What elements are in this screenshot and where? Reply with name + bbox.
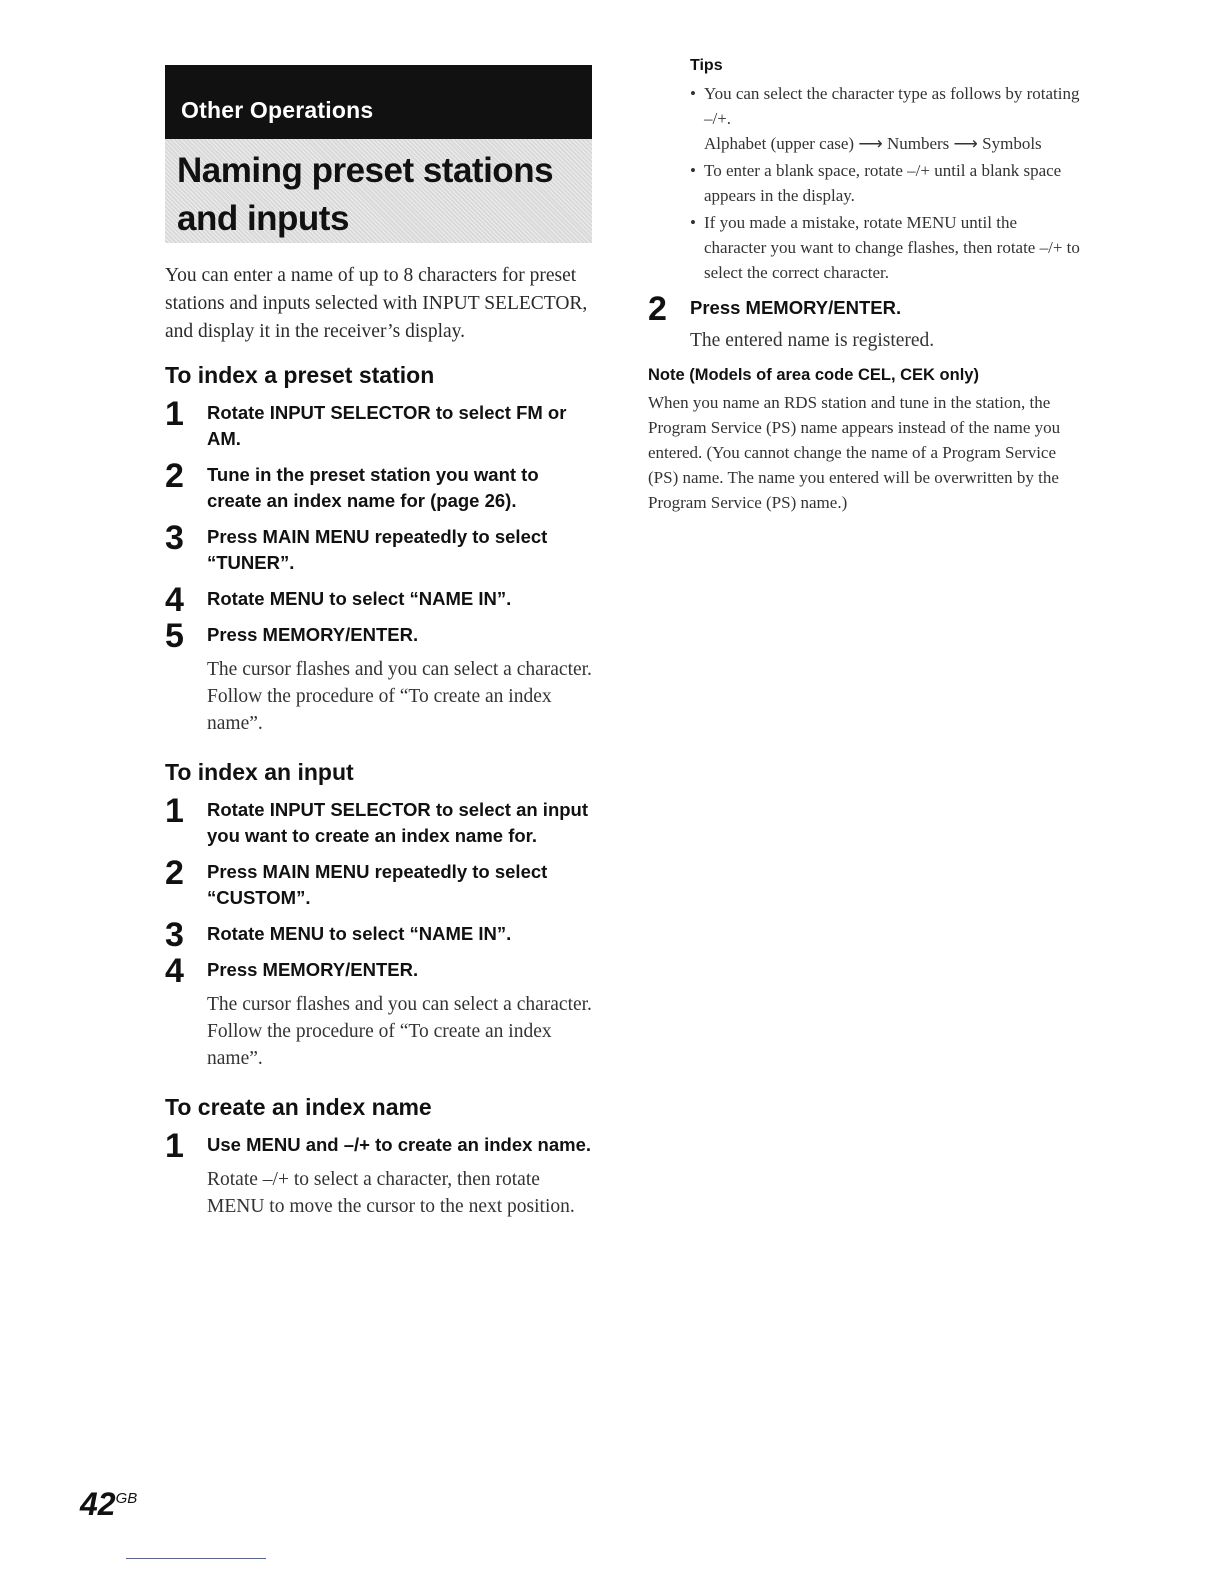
page-title [165,139,592,243]
step-title: Rotate MENU to select “NAME IN”. [207,588,512,609]
tip-item [690,210,1080,285]
step-title: Press MAIN MENU repeatedly to select “CUSTOM”. [207,861,548,908]
page-number [80,1486,137,1523]
section-heading: To index a preset station [165,362,435,388]
tip-subtext: Alphabet (upper case) ⟶ Numbers ⟶ Symbols [704,134,1042,153]
step-number: 1 [165,395,184,433]
bullet-icon: • [690,213,696,232]
step-number: 4 [165,581,184,619]
step-title: Rotate INPUT SELECTOR to select an input you want to create an index name for. [207,799,589,846]
step [165,395,595,452]
page-title-line-1: Naming preset stations [177,151,554,190]
step-number: 3 [165,916,184,954]
section-heading: To index an input [165,759,354,785]
page-number-value: 42 [80,1486,116,1522]
section-index-input [165,757,595,1072]
step-number: 4 [165,952,184,990]
section-header [165,65,592,243]
step-title: Rotate MENU to select “NAME IN”. [207,923,512,944]
note-body: When you name an RDS station and tune in the station, the Program Service (PS) name appears instead of the name you entered. (You cannot change the name of a Program Service (PS) name. The name you entered will be overwritten by the Program Service (PS) name.) [648,393,1061,512]
step [165,457,595,514]
step [165,854,595,911]
step-title: Press MEMORY/ENTER. [690,297,902,318]
step [165,581,595,619]
step [165,952,595,1072]
step [165,792,595,849]
step-body: The cursor flashes and you can select a character. Follow the procedure of “To create an index name”. [207,659,592,734]
step [165,916,595,954]
footer-divider [126,1558,266,1559]
step-title: Use MENU and –/+ to create an index name. [207,1134,592,1155]
step-number: 1 [165,792,184,830]
note-heading: Note (Models of area code CEL, CEK only) [648,366,979,384]
step-number: 1 [165,1127,184,1165]
step-title: Press MAIN MENU repeatedly to select “TUNER”. [207,526,548,573]
step [165,519,595,576]
category-band: Other Operations [165,65,592,139]
tip-text: If you made a mistake, rotate MENU until the character you want to change flashes, then rotate –/+ to select the correct character. [704,213,1080,282]
step-number: 2 [648,290,667,328]
bullet-icon: • [690,161,696,180]
step-title: Press MEMORY/ENTER. [207,959,419,980]
tips-heading: Tips [690,57,723,74]
page-number-suffix: GB [115,1490,138,1507]
intro-paragraph: You can enter a name of up to 8 characters for preset stations and inputs selected with INPUT SELECTOR, and display it in the receiver’s display. [165,265,588,342]
right-column [648,55,1080,515]
step-body: The entered name is registered. [690,330,935,351]
step-body: The cursor flashes and you can select a character. Follow the procedure of “To create an index name”. [207,994,592,1069]
tip-text: You can select the character type as follows by rotating –/+. [704,84,1080,128]
left-column [165,262,595,1230]
section-index-preset-station [165,360,595,737]
step-number: 2 [165,457,184,495]
tip-text: To enter a blank space, rotate –/+ until a blank space appears in the display. [704,161,1062,205]
tips-list [648,81,1080,285]
bullet-icon: • [690,84,696,103]
step-title: Rotate INPUT SELECTOR to select FM or AM. [207,402,567,449]
step-title: Press MEMORY/ENTER. [207,624,419,645]
step-body: Rotate –/+ to select a character, then rotate MENU to move the cursor to the next position. [207,1169,575,1217]
step-number: 3 [165,519,184,557]
tip-item [690,81,1080,156]
page-title-line-2: and inputs [177,199,349,238]
step-title: Tune in the preset station you want to create an index name for (page 26). [207,464,539,511]
step [165,1127,595,1220]
step-number: 5 [165,617,184,655]
section-create-index-name [165,1092,595,1220]
tip-item [690,158,1080,208]
step [165,617,595,737]
section-heading: To create an index name [165,1094,432,1120]
step [648,290,1080,354]
step-number: 2 [165,854,184,892]
